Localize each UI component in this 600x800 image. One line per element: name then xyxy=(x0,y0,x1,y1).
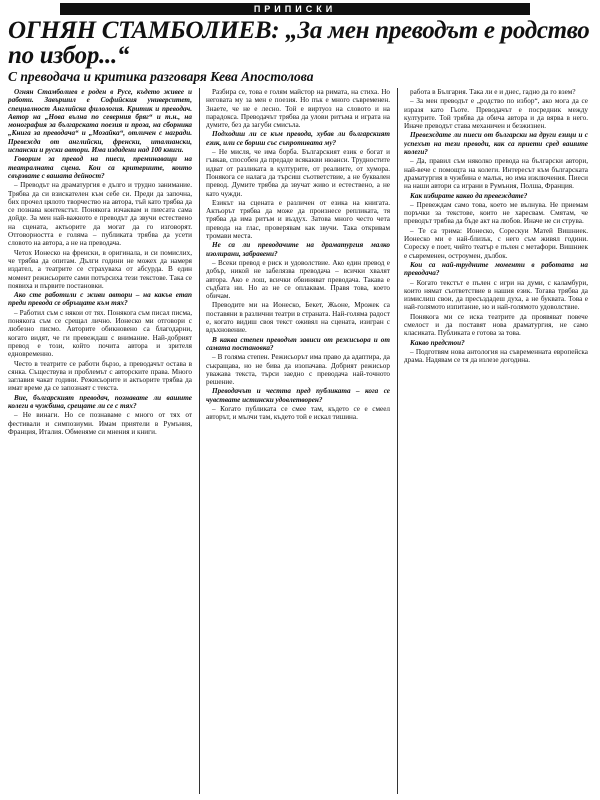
interview-question: Не са ли преводачите на драматургия малко изолирани, забравени? xyxy=(206,241,390,258)
paragraph: работа в България. Така ли е и днес, гадно да го взем? xyxy=(410,88,576,96)
article-headline: ОГНЯН СТАМБОЛИЕВ: „За мен преводът е родство по избор...“ xyxy=(8,17,590,69)
paragraph: – Не винаги. Но се познаваме с много от тях от фестивали и симпозиуми. Имам приятели в Румъния, Франция, Италия. Обменяме си мнения и книги. xyxy=(8,411,192,436)
paragraph: Понякога ми се иска театрите да проявяват повече смелост и да поставят нова драматургия, не само класиката. Публиката е готова за това. xyxy=(404,312,588,338)
paragraph: – Работил съм с някои от тях. Понякога съм писал писма, понякога съм се срещал лично. Ионеско ми отговори с любезно писмо. Авторите обикновено са благодарни, когато видят, че ги превеждаш с внимание. Най-добрият превод е този, който почита автора и зрителя едновременно. xyxy=(8,308,192,359)
interview-question: Превеждате ли пиеси от български на други езици и с успехът на тези преводи, как са приети сред вашите колеги? xyxy=(404,131,588,157)
paragraph: – Те са трима: Ионеско, Сорескуи Матей Вишниек. Ионеско ми е най-близък, с него съм живял години. Сореску е поет, чийто театър е пълен с метафори. Вишниек е съвременен, остроумен, дълбок. xyxy=(404,226,588,260)
paragraph: Разбира се, това е голям майстор на римата, на стиха. Но неговата му за мен е поезия. Но пък е много съвременен. Знаете, че не е лесно. Той е виртуоз на словото и на парадокса. Преводачът трябва да улови ритъма и играта на думите, без да загуби смисъла. xyxy=(206,88,390,130)
paragraph: – Когато текстът е пълен с игри на думи, с каламбури, които нямат съответствие в нашия език. Тогава трябва да измислиш свои, да пресъздадеш духа, а не буквата. Това е най-голямото изпитание, но и най-голямото удоволствие. xyxy=(404,278,588,312)
interview-question: Говорим за превод на пиеси, преминаващи на театралната сцена. Кои са критериите, които свързвате с вашата дейност? xyxy=(8,155,192,180)
interview-question: Вие, българският преводач, познавате ли вашите колеги в чужбина, срещате ли се с тях? xyxy=(8,393,192,410)
author-bio: Огнян Стамболиев е роден в Русе, където живее и работи. Завършил е Софийския университет, специалност Английска филология. Критик и преводач. Автор на „Нова вълна по северния бряг“ и т.н., на монография за българската поезия и проза, на сборника „Книга за преводача“ и „Мозайка“, отличен с награди. Превежда от английски, френски, италиански, испански и руски автори. Има издадени над 100 книги. xyxy=(8,88,192,155)
interview-question: Преводачът и честта пред публиката – кога се чувствате истински удовлетворен? xyxy=(206,387,390,404)
interview-question: В каква степен преводът зависи от режисьора и от самата постановка? xyxy=(206,335,390,352)
paragraph: Четох Ионеско на френски, в оригинала, и си помислих, че трябва да опитам. Дълги години не можех да намеря издател, а театрите се страхуваха от абсурда. В един момент режисьорите сами потърсиха тези текстове. Така се появиха и първите постановки. xyxy=(8,248,192,290)
paragraph: – Превеждам само това, което ме вълнува. Не приемам поръчки за текстове, които не харесвам. Смятам, че преводът трябва да бъде акт на любов. Иначе не си струва. xyxy=(404,200,588,226)
interview-question: Ако сте работили с живи автори – на какъв етап преди превода се обръщате към тях? xyxy=(8,291,192,308)
paragraph: Преводите ми на Ионеско, Бекет, Жьоне, Мрожек са поставяни в различни театри в страната. Най-голяма радост е, когато видиш своя текст оживял на сцената, изигран с вдъхновение. xyxy=(206,301,390,335)
article-column-2 xyxy=(206,88,390,794)
column-divider xyxy=(397,88,398,794)
article-column-3 xyxy=(404,88,588,794)
interview-question: Подходиш ли се към превода, хубав ли българският език, или се бориш със съпротивата му? xyxy=(206,130,390,147)
interview-question: Кои са най-трудните моменти в работата на преводача? xyxy=(404,260,588,278)
paragraph: – Подготвям нова антология на съвременната европейска драма. Надявам се тя да излезе догодина. xyxy=(404,347,588,365)
paragraph: Езикът на сцената е различен от езика на книгата. Актьорът трябва да може да произнесе репликата, тя трябва да има ритъм и въздух. Затова много често чета превода на глас, проверявам как звучи. Така откривам тромави места. xyxy=(206,198,390,241)
rubric-bar xyxy=(60,3,530,15)
paragraph: – Не мисля, че има борба. Българският език е богат и гъвкав, способен да предаде всякакви нюанси. Трудностите идват от разликата в културите, от реалиите, от хумора. Понякога се налага да търсиш съответствие, а не буквален превод. Думите трябва да звучат живо и естествено, а не като чужди. xyxy=(206,148,390,198)
paragraph: – Когато публиката се смее там, където се е смеел авторът, и мълчи там, където той е искал тишина. xyxy=(206,404,390,422)
paragraph: – Преводът на драматургия е дълго и трудно занимание. Трябва да си взискателен към себе си. Преди да започна, бих прочел цялото творчество на автора, тъй като трябва да се познава контекстът. Понякога изчаквам и пиесата сама дойде. За мен най-важното е преводът да звучи естествено на сцената, актьорите да могат да го изговорят. Отговорността е голяма – публиката трябва да усети словото на автора, а не на преводача. xyxy=(8,181,192,248)
interview-question: Какво предстои? xyxy=(410,338,465,347)
paragraph: – Да, правил съм няколко превода на български автори, най-вече с помощта на колеги. Интересът към българската драматургия в чужбина е малък, но има изключения. Пиеси на наши автори са играни в Румъния, Полша, Франция. xyxy=(404,157,588,191)
interview-question: Как избирате какво да превеждате? xyxy=(410,191,528,200)
article-column-1 xyxy=(8,88,192,794)
paragraph: – Всеки превод е риск и удоволствие. Ако един превод е добър, никой не забелязва преводача – всички хвалят автора. Ако е лош, всички обвиняват преводача. Такава е съдбата ни. Но аз не се оплаквам. Правя това, което обичам. xyxy=(206,258,390,301)
paragraph: Често в театрите се работи бързо, а преводачът остава в сянка. Съществува и проблемът с авторските права. Много заглавия чакат години. Режисьорите и актьорите трябва да имат време да се запознаят с текста. xyxy=(8,359,192,393)
paragraph: – За мен преводът е „родство по избор“, ако мога да се изразя като Гьоте. Преводачът е посредник между културите. Той трябва да обича автора и да вярва в него. Иначе преводът става механичен и безжизнен. xyxy=(404,97,588,131)
column-divider xyxy=(199,88,200,794)
paragraph: – В голяма степен. Режисьорът има право да адаптира, да съкращава, но не бива да изопачава. Добрият режисьор уважава текста, търси заедно с преводача най-точното решение. xyxy=(206,353,390,387)
rubric-label: ПРИПИСКИ xyxy=(253,4,337,14)
article-subhead: С преводача и критика разговаря Кева Апостолова xyxy=(8,69,314,84)
